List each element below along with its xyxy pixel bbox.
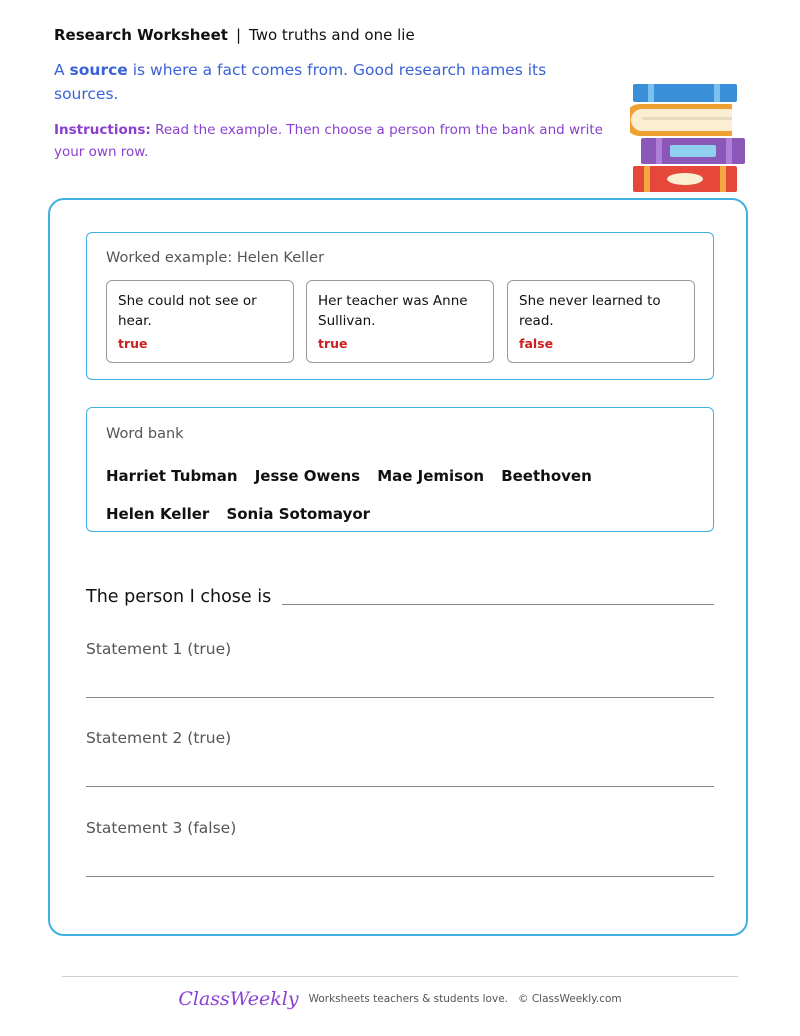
book-stack-icon: [630, 82, 748, 194]
word-bank-item: Jesse Owens: [254, 467, 361, 485]
definition-prefix: A: [54, 61, 70, 79]
worksheet-subtitle: Two truths and one lie: [249, 26, 415, 44]
definition-suffix: is where a fact comes from. Good research names its sources.: [54, 61, 547, 103]
word-bank-item: Helen Keller: [106, 505, 210, 523]
person-chosen-line[interactable]: [282, 604, 714, 605]
example-statement-text: Her teacher was Anne Sullivan.: [318, 293, 468, 329]
example-statement-text: She never learned to read.: [519, 293, 661, 329]
footer-copyright: © ClassWeekly.com: [518, 993, 622, 1005]
statement-1-label: Statement 1 (true): [86, 640, 232, 658]
example-verdict: true: [318, 336, 348, 351]
example-verdict: true: [118, 336, 148, 351]
instructions-text: Read the example. Then choose a person from the bank and write your own row.: [54, 122, 603, 160]
worksheet-header: [54, 26, 415, 44]
word-bank-item: Beethoven: [501, 467, 592, 485]
definition-term: source: [69, 61, 128, 79]
example-statement-card: [306, 280, 494, 363]
word-bank-item: Sonia Sotomayor: [226, 505, 371, 523]
worksheet-title: Research Worksheet: [54, 26, 228, 44]
statement-2-line[interactable]: [86, 786, 714, 787]
word-bank-panel: [86, 407, 714, 532]
example-statement-card: [507, 280, 695, 363]
word-bank-item: Harriet Tubman: [106, 467, 238, 485]
footer: [0, 988, 800, 1010]
example-verdict: false: [519, 336, 554, 351]
person-chosen-label: The person I chose is: [86, 587, 272, 607]
title-separator: |: [235, 26, 242, 44]
statement-3-line[interactable]: [86, 876, 714, 877]
footer-divider: [62, 976, 738, 977]
worked-example-panel: [86, 232, 714, 380]
word-bank-heading: Word bank: [106, 426, 184, 442]
instructions-label: Instructions:: [54, 122, 151, 138]
source-definition: [54, 58, 574, 106]
example-statement-card: [106, 280, 294, 363]
word-bank-item: Mae Jemison: [377, 467, 485, 485]
example-statement-text: She could not see or hear.: [118, 293, 257, 329]
instructions: [54, 119, 614, 163]
classweekly-logo: ClassWeekly: [178, 988, 299, 1010]
worked-example-heading: Worked example: Helen Keller: [106, 250, 325, 266]
statement-1-line[interactable]: [86, 697, 714, 698]
statement-2-label: Statement 2 (true): [86, 729, 232, 747]
word-bank-list: [106, 457, 696, 533]
statement-3-label: Statement 3 (false): [86, 819, 237, 837]
footer-tagline: Worksheets teachers & students love.: [308, 993, 508, 1005]
